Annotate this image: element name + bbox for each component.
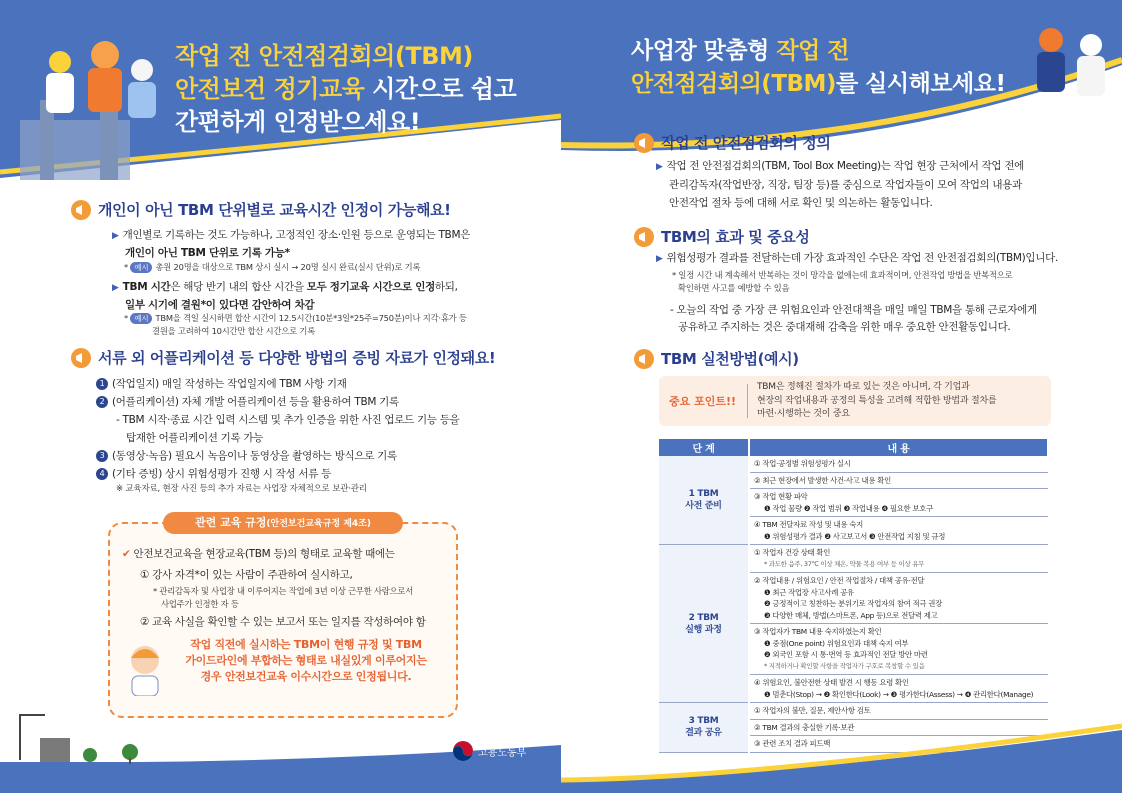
right-footer bbox=[561, 690, 1122, 793]
table-row: ② 작업내용 / 위험요인 / 안전 작업절차 / 대책 공유·전달 ❶ 최근 작업장 사고사례 공유 ❷ 긍정적이고 칭찬하는 분위기로 작업자의 참여 적극 권장 ❸ 다양한 매체, 방법(스마트폰, App 등)으로 전달력 제고 bbox=[659, 573, 1048, 624]
effect-text-2: - 오늘의 작업 중 가장 큰 위험요인과 안전대책을 매일 매일 TBM을 통해 근로자에게 공유하고 주지하는 것은 중대재해 감축을 위한 매우 중요한 안전활동입니다. bbox=[670, 304, 1037, 333]
regulation-clause-2: ② 교육 사실을 확인할 수 있는 보고서 또는 일지를 작성하여야 함 bbox=[140, 616, 426, 628]
definition-text: ▶ 작업 전 안전점검회의(TBM, Tool Box Meeting)는 작업 현장 근처에서 작업 전에 관리감독자(작업반장, 직장, 팀장 등)를 중심으로 작업자들이 모여 작업의 내용과 안전작업 절차 등에 대해 서로 확인 및 의논하는 활동입니다. bbox=[656, 160, 1025, 209]
evidence-item-2: 2 (어플리케이션) 자체 개발 어플리케이션 등을 활용하여 TBM 기록 bbox=[96, 393, 459, 411]
col-content: 내 용 bbox=[749, 439, 1048, 456]
table-row: 3 TBM 결과 공유 ① 작업자의 불만, 질문, 제안사항 검토 bbox=[659, 703, 1048, 720]
megaphone-icon bbox=[633, 349, 655, 369]
ministry-logo bbox=[452, 740, 526, 762]
section-2-label: 서류 외 어플리케이션 등 다양한 방법의 증빙 자료가 인정돼요! bbox=[98, 349, 496, 367]
worker-helmet bbox=[91, 41, 119, 69]
left-title bbox=[175, 40, 516, 139]
regulation-highlight: 작업 직전에 실시하는 TBM이 현행 규정 및 TBM 가이드라인에 부합하는 형태로 내실있게 이루어지는 경우 안전보건교육 이수시간으로 인정됩니다. bbox=[185, 638, 427, 683]
table-row: ③ 작업자가 TBM 내용 숙지하였는지 확인 ❶ 중점(One point) 위험요인과 대책 숙지 여부 ❷ 외국인 포함 시 통·번역 등 효과적인 전달 방안 마련 * 지적하거나 확인할 사항을 작업자가 구호로 복창할 수 있음 bbox=[659, 624, 1048, 675]
megaphone-icon bbox=[70, 348, 92, 368]
table-row: ② 최근 현장에서 발생한 사건·사고 내용 확인 bbox=[659, 472, 1048, 489]
ministry-emblem-icon bbox=[452, 740, 474, 762]
section-title-2 bbox=[70, 347, 495, 368]
evidence-item-3: 3 (동영상·녹음) 필요시 녹음이나 동영상을 촬영하는 방식으로 기록 bbox=[96, 447, 459, 465]
check-icon: ✔ bbox=[122, 548, 131, 560]
bullet-2: ▶ TBM 시간은 해당 반기 내의 합산 시간을 모두 정기교육 시간으로 인정하되, 일부 시기에 결원*이 있다면 감안하여 차감 bbox=[112, 281, 458, 311]
title-line1: 작업 전 안전점검회의(TBM) bbox=[175, 42, 473, 70]
right-section-3: TBM 실천방법(예시) bbox=[633, 348, 799, 369]
left-header bbox=[0, 0, 561, 200]
important-point-text: TBM은 정해진 절차가 따로 있는 것은 아니며, 각 기업과 현장의 작업내용과 공정의 특성을 고려해 적합한 방법과 절차를 마련·시행하는 것이 중요 bbox=[757, 382, 997, 419]
effect-note: * 일정 시간 내 계속해서 반복하는 것이 망각을 없애는데 효과적이며, 안전작업 방법을 반복적으로 확인하면 사고를 예방할 수 있음 bbox=[672, 270, 1013, 293]
table-row: 2 TBM 실행 과정 ① 작업자 건강 상태 확인 * 과도한 음주, 37℃ 이상 체온, 약물 복용 여부 등 이상 유무 bbox=[659, 545, 1048, 573]
section-title-1 bbox=[70, 199, 451, 220]
right-section-2: TBM의 효과 및 중요성 bbox=[633, 226, 810, 247]
table-row: ③ 작업 현황 파악 ❶ 작업 물량 ❷ 작업 범위 ❸ 작업내용 ❹ 필요한 보호구 bbox=[659, 489, 1048, 517]
regulation-clause-1-note: * 관리감독자 및 사업장 내 이루어지는 작업에 3년 이상 근무한 사람으로서 사업주가 인정한 자 등 bbox=[153, 586, 414, 609]
note-text: ※ 교육자료, 현장 사진 등의 추가 자료는 사업장 자체적으로 보관·관리 bbox=[116, 484, 367, 494]
example-tag: 예시 bbox=[130, 313, 152, 324]
megaphone-icon bbox=[633, 133, 655, 153]
regulation-line1: ✔ 안전보건교육을 현장교육(TBM 등)의 형태로 교육할 때에는 bbox=[122, 548, 395, 560]
effect-text-1: ▶ 위험성평가 결과를 전달하는데 가장 효과적인 수단은 작업 전 안전점검회의(TBM)입니다. bbox=[656, 252, 1058, 264]
table-row: 1 TBM 사전 준비 ① 작업·공정별 위험성평가 실시 bbox=[659, 456, 1048, 472]
evidence-item-1: 1 (작업일지) 매일 작성하는 작업일지에 TBM 사항 기재 bbox=[96, 375, 459, 393]
right-section-1: 작업 전 안전점검회의 정의 bbox=[633, 132, 830, 153]
important-point-box bbox=[659, 376, 1051, 426]
arrow-icon: ▶ bbox=[112, 231, 119, 241]
megaphone-icon bbox=[70, 200, 92, 220]
title-line2a: 안전보건 정기교육 bbox=[175, 75, 365, 103]
title-line3: 간편하게 인정받으세요! bbox=[175, 108, 421, 136]
section-1-label: 개인이 아닌 TBM 단위별로 교육시간 인정이 가능해요! bbox=[98, 201, 451, 219]
table-row: ④ 위험요인, 불안전한 상태 발견 시 행동 요령 확인 ❶ 멈춘다(Stop) → ❷ 확인한다(Look) → ❸ 평가한다(Assess) → ❹ 관리한다(Manage) bbox=[659, 675, 1048, 703]
bullet-1: ▶ 개인별로 기록하는 것도 가능하나, 고정적인 장소·인원 등으로 운영되는 TBM은 개인이 아닌 TBM 단위로 기록 가능* bbox=[112, 229, 471, 259]
evidence-list bbox=[96, 375, 459, 483]
example-tag: 예시 bbox=[130, 262, 152, 273]
table-row: ④ TBM 전달자료 작성 및 내용 숙지 ❶ 위험성평가 결과 ❷ 사고보고서 ❸ 안전작업 지침 및 규정 bbox=[659, 517, 1048, 545]
title-line2b: 시간으로 쉽고 bbox=[364, 75, 517, 103]
evidence-item-2-sub1: - TBM 시작·종료 시간 입력 시스템 및 추가 인증을 위한 사진 업로드 기능 등을 bbox=[116, 414, 460, 426]
right-title: 사업장 맞춤형 작업 전 안전점검회의(TBM)를 실시해보세요! bbox=[631, 38, 1006, 97]
arrow-icon: ▶ bbox=[112, 283, 119, 293]
megaphone-icon bbox=[633, 227, 655, 247]
regulation-header: 관련 교육 규정(안전보건교육규정 제4조) bbox=[163, 512, 403, 534]
evidence-item-2-sub2: 탑재한 어플리케이션 기록 가능 bbox=[126, 432, 264, 444]
example-2: * 예시 TBM을 격일 실시하면 합산 시간이 12.5시간(10분*3일*25주=750분)이나 지각·휴가 등 결원을 고려하여 10시간만 합산 시간으로 기록 bbox=[124, 313, 467, 336]
example-1: * 예시 총원 20명을 대상으로 TBM 상시 실시 → 20명 실시 완료(실시 단위)로 기록 bbox=[124, 262, 421, 272]
important-point-label: 중요 포인트!! bbox=[669, 395, 736, 408]
regulation-clause-1: ① 강사 자격*이 있는 사람이 주관하여 실시하고, bbox=[140, 569, 353, 581]
instructor-illustration bbox=[122, 640, 168, 696]
col-stage: 단 계 bbox=[659, 439, 749, 456]
table-row: ③ 관련 조치 결과 피드백 bbox=[659, 736, 1048, 753]
ministry-name: 고용노동부 bbox=[478, 747, 527, 759]
table-row: ② TBM 결과의 충실한 기록·보관 bbox=[659, 719, 1048, 736]
evidence-item-4: 4 (기타 증빙) 상시 위험성평가 진행 시 작성 서류 등 bbox=[96, 465, 459, 483]
